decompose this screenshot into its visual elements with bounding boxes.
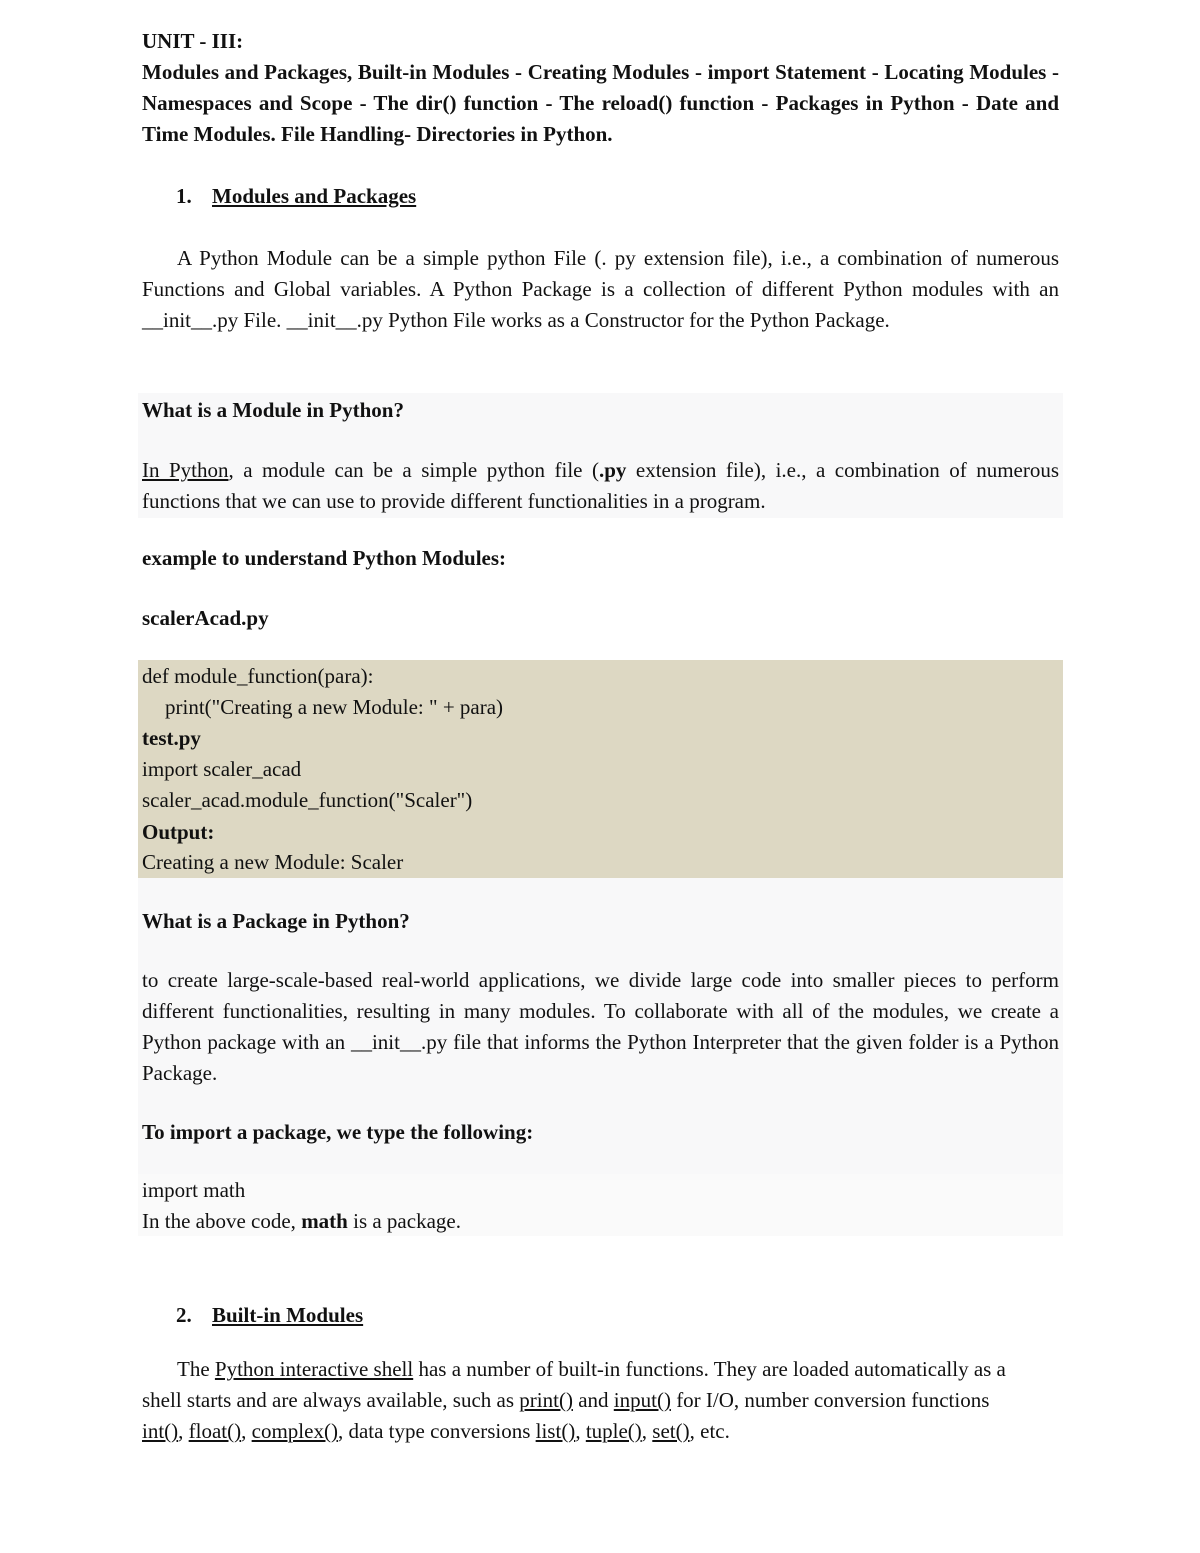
print-link[interactable]: print() <box>519 1388 573 1412</box>
section-1-title: Modules and Packages <box>212 184 417 208</box>
in-python-link[interactable]: In Python <box>142 458 229 482</box>
interactive-shell-link[interactable]: Python interactive shell <box>214 1357 414 1381</box>
complex-link[interactable]: complex() <box>251 1419 338 1443</box>
output-text: Creating a new Module: Scaler <box>142 850 404 874</box>
module-answer <box>142 455 1059 517</box>
import-note-text-1: In the above code, <box>142 1209 302 1233</box>
py-extension-bold: .py <box>598 458 627 482</box>
math-bold: math <box>301 1209 348 1233</box>
import-note-text-2: is a package. <box>347 1209 461 1233</box>
intro-paragraph <box>142 243 1059 336</box>
intro-text: A Python Module can be a simple python File (. py extension file), i.e., a combination of numerous Functions and Global variables. A Python Package is a collection of different Python modules with an __init__.py File. __init__.py Python File works as a Constructor for the Python Package. <box>142 246 1059 332</box>
test-file-label: test.py <box>142 726 201 750</box>
module-answer-text-2: extension file), i.e., a combination of numerous functions that we can use to provide different functionalities in a program. <box>142 458 1060 513</box>
filename-label: scalerAcad.py <box>142 606 269 630</box>
builtin-text-4: for I/O, number conversion functions <box>670 1388 990 1412</box>
set-link[interactable]: set() <box>652 1419 690 1443</box>
package-question: What is a Package in Python? <box>142 909 410 933</box>
builtin-text-7: , data type conversions <box>337 1419 536 1443</box>
section-2-heading <box>176 1300 363 1331</box>
builtin-text-9: , <box>641 1419 653 1443</box>
unit-syllabus: Modules and Packages, Built-in Modules - Creating Modules - import Statement - Locating Modules - Namespaces and Scope - The dir() function - The reload() function - Packages in Python - Date and Time Modules. File Handling- Directories in Python. <box>142 60 1059 146</box>
builtin-text-10: , etc. <box>689 1419 730 1443</box>
section-2-number: 2. <box>176 1303 192 1327</box>
builtin-paragraph <box>142 1354 1032 1447</box>
output-label: Output: <box>142 820 215 844</box>
float-link[interactable]: float() <box>188 1419 242 1443</box>
section-2-title: Built-in Modules <box>212 1303 364 1327</box>
import-heading: To import a package, we type the following: <box>142 1120 534 1144</box>
builtin-text-1: The <box>177 1357 215 1381</box>
input-link[interactable]: input() <box>613 1388 671 1412</box>
module-answer-text-1: , a module can be a simple python file ( <box>228 458 599 482</box>
section-1-number: 1. <box>176 184 192 208</box>
section-1-heading <box>176 181 416 212</box>
list-link[interactable]: list() <box>535 1419 576 1443</box>
code-line-1: def module_function(para): <box>142 664 374 688</box>
import-code: import math <box>142 1178 246 1202</box>
tuple-link[interactable]: tuple() <box>585 1419 642 1443</box>
builtin-text-5: , <box>178 1419 189 1443</box>
builtin-text-2: has a number of built-in functions. They are loaded automatically as a shell starts and are always available, such as <box>142 1357 1006 1412</box>
builtin-text-3: and <box>572 1388 614 1412</box>
builtin-text-6: , <box>241 1419 252 1443</box>
code-line-4: scaler_acad.module_function("Scaler") <box>142 788 473 812</box>
int-link[interactable]: int() <box>142 1419 179 1443</box>
code-line-3: import scaler_acad <box>142 757 302 781</box>
package-answer: to create large-scale-based real-world applications, we divide large code into smaller pieces to perform different functionalities, resulting in many modules. To collaborate with all of the modules, we create a Python package with an __init__.py file that informs the Python Interpreter that the given folder is a Python Package. <box>142 968 1059 1085</box>
builtin-text-8: , <box>575 1419 586 1443</box>
code-line-2: print("Creating a new Module: " + para) <box>165 695 504 719</box>
example-heading: example to understand Python Modules: <box>142 546 507 570</box>
unit-title: UNIT - III: <box>142 29 244 53</box>
module-question: What is a Module in Python? <box>142 398 404 422</box>
import-note <box>142 1206 1059 1237</box>
